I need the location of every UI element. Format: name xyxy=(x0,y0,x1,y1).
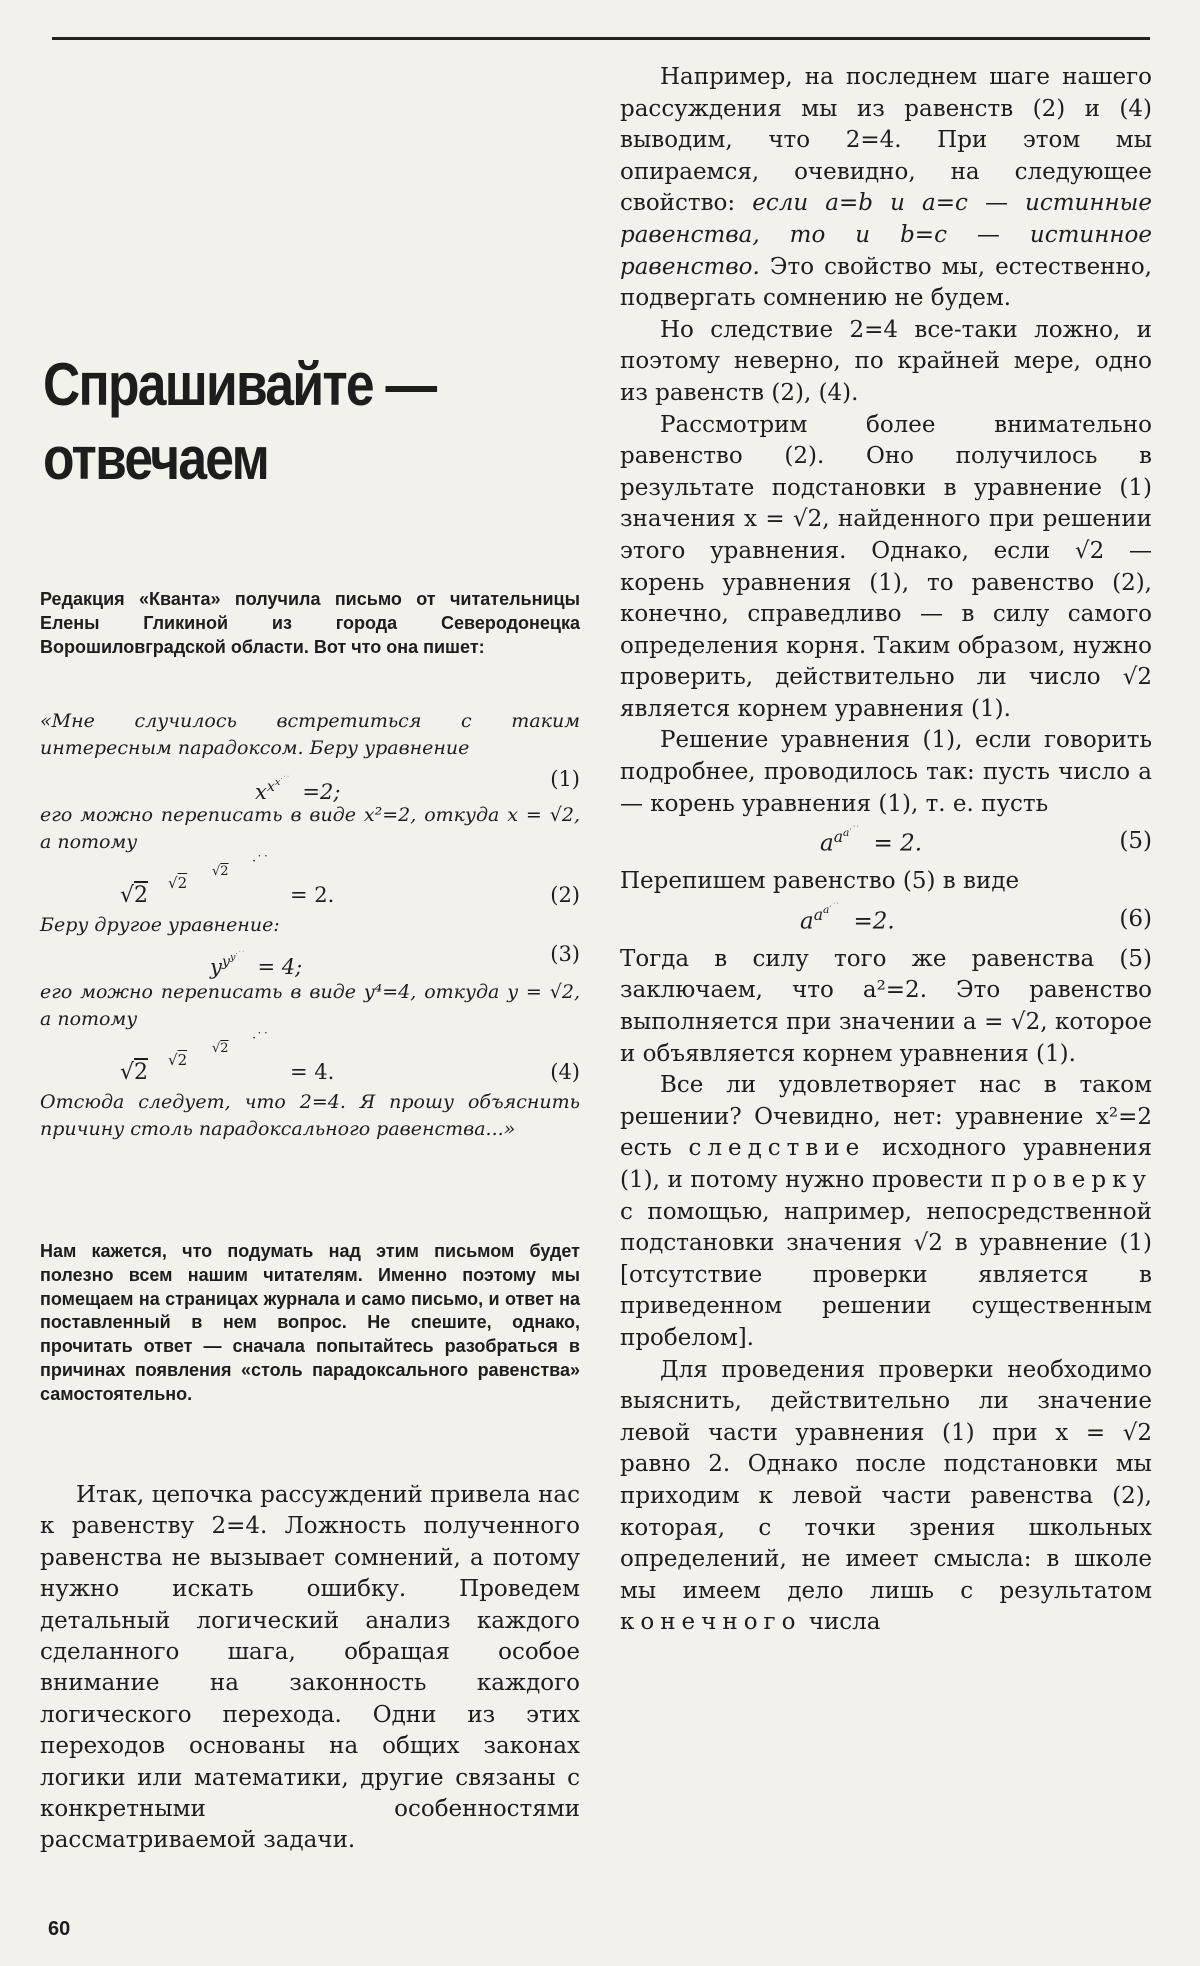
page-number: 60 xyxy=(48,1918,71,1940)
equation-5: $a^{a^{a^{\cdot˙˙}}} = 2$. (5) xyxy=(820,824,1152,857)
letter-paragraph: «Мне случилось встретиться с таким интересным парадоксом. Беру уравнение xyxy=(40,710,580,759)
equation-4-number: (4) xyxy=(550,1060,580,1084)
letter-paragraph: его можно переписать в виде x²=2, откуда x = √2, а потому xyxy=(40,804,580,853)
editorial-intro: Редакция «Кванта» получила письмо от читательницы Елены Гликиной из города Северодонецка Ворошиловградской области. Вот что она пишет: xyxy=(40,589,580,657)
answer-paragraph: Все ли удовлетворяет нас в таком решении? Очевидно, нет: уравнение x²=2 есть следствие исходного уравнения (1), и потому нужно провести проверку с помощью, например, непосредственной подстановки значения √2 в уравнение (1) [отсутствие проверки является в приведенном решении существенным пробелом]. xyxy=(620,1072,1153,1351)
answer-paragraph: Тогда в силу того же равенства (5) заключаем, что a²=2. Это равенство выполняется при значении a = √2, которое и объявляется корнем уравнения (1). xyxy=(620,945,1152,1067)
answer-paragraph: Но следствие 2=4 все-таки ложно, и поэтому неверно, по крайней мере, одно из равенств (2), (4). xyxy=(620,316,1152,406)
equation-3-number: (3) xyxy=(550,942,580,966)
letter-paragraph: его можно переписать в виде y⁴=4, откуда y = √2, а потому xyxy=(40,981,580,1030)
title-line-2: отвечаем xyxy=(43,425,269,492)
answer-paragraph: Например, на последнем шаге нашего рассуждения мы из равенств (2) и (4) выводим, что 2=4. При этом мы опираемся, очевидно, на следующее свойство: если a=b и a=c — истинные равенства, то и b=c — истинное равенство. Это свойство мы, естественно, подвергать сомнению не будем. xyxy=(620,64,1152,312)
equation-1: $x^{x^{x^{\cdot˙˙}}} =2$; (1) xyxy=(255,767,580,804)
title-line-1: Спрашивайте — xyxy=(43,351,436,418)
answer-paragraph: Итак, цепочка рассуждений привела нас к равенству 2=4. Ложность полученного равенства не вызывает сомнений, а потому нужно искать ошибку. Проведем детальный логический анализ каждого сделанного шага, обращая особое внимание на законность каждого логического перехода. Одни из этих переходов основаны на общих законах логики или математики, другие связаны с конкретными особенностями рассматриваемой задачи. xyxy=(40,1482,580,1854)
equation-1-number: (1) xyxy=(550,767,580,791)
page-title xyxy=(43,348,559,496)
letter-paragraph: Отсюда следует, что 2=4. Я прошу объяснить причину столь парадоксального равенства...» xyxy=(40,1091,580,1140)
equation-3: $y^{y^{y^{\cdot˙˙}}} = 4$; (3) xyxy=(210,942,580,979)
letter-paragraph: Беру другое уравнение: xyxy=(40,914,280,936)
equation-5-number: (5) xyxy=(1119,828,1152,855)
reader-letter xyxy=(40,708,580,1143)
spaced-emphasis: следствие xyxy=(688,1135,866,1162)
left-column xyxy=(40,40,580,1940)
equation-2-number: (2) xyxy=(550,883,580,907)
equation-6: $a^{a^{a^{\cdot˙˙}}} =2$. (6) xyxy=(800,901,1152,935)
spaced-emphasis: проверку xyxy=(990,1167,1153,1193)
spaced-emphasis: конечного xyxy=(620,1609,802,1636)
right-column xyxy=(620,62,1152,1639)
answer-paragraph: Для проведения проверки необходимо выяснить, действительно ли значение левой части уравнения (1) при x = √2 равно 2. Однако после подстановки мы приходим к левой части равенства (2), которая, с точки зрения школьных определений, не имеет смысла: в школе мы имеем дело лишь с результатом конечного числа xyxy=(620,1356,1152,1636)
equation-6-number: (6) xyxy=(1119,905,1152,932)
editorial-note: Нам кажется, что подумать над этим письмом будет полезно всем нашим читателям. Именно поэтому мы помещаем на страницах журнала и само письмо, и ответ на поставленный в нем вопрос. Не спешите, однако, прочитать ответ — сначала попытайтесь разобраться в причинах появления «столь парадоксального равенства» самостоятельно. xyxy=(40,1241,580,1404)
answer-paragraph: Рассмотрим более внимательно равенство (2). Оно получилось в результате подстановки в уравнение (1) значения x = √2, найденного при решении этого уравнения. Однако, если √2 — корень уравнения (1), то равенство (2), конечно, справедливо — в силу самого определения корня. Таким образом, нужно проверить, действительно ли число √2 является корнем уравнения (1). xyxy=(620,411,1152,722)
emphasized-statement: если a=b и a=c — истинные равенства, то и b=c — истинное равенство. xyxy=(620,190,1152,280)
answer-paragraph: Перепишем равенство (5) в виде xyxy=(620,868,1020,895)
answer-paragraph: Решение уравнения (1), если говорить подробнее, проводилось так: пусть число a — корень уравнения (1), т. е. пусть xyxy=(620,727,1152,817)
equation-4: √ 2 √ 2 √ 2 ·˙˙ = 4. (4) xyxy=(120,1031,580,1085)
equation-2: √ 2 √ 2 √ 2 ·˙˙ = 2. (2) xyxy=(120,854,580,908)
